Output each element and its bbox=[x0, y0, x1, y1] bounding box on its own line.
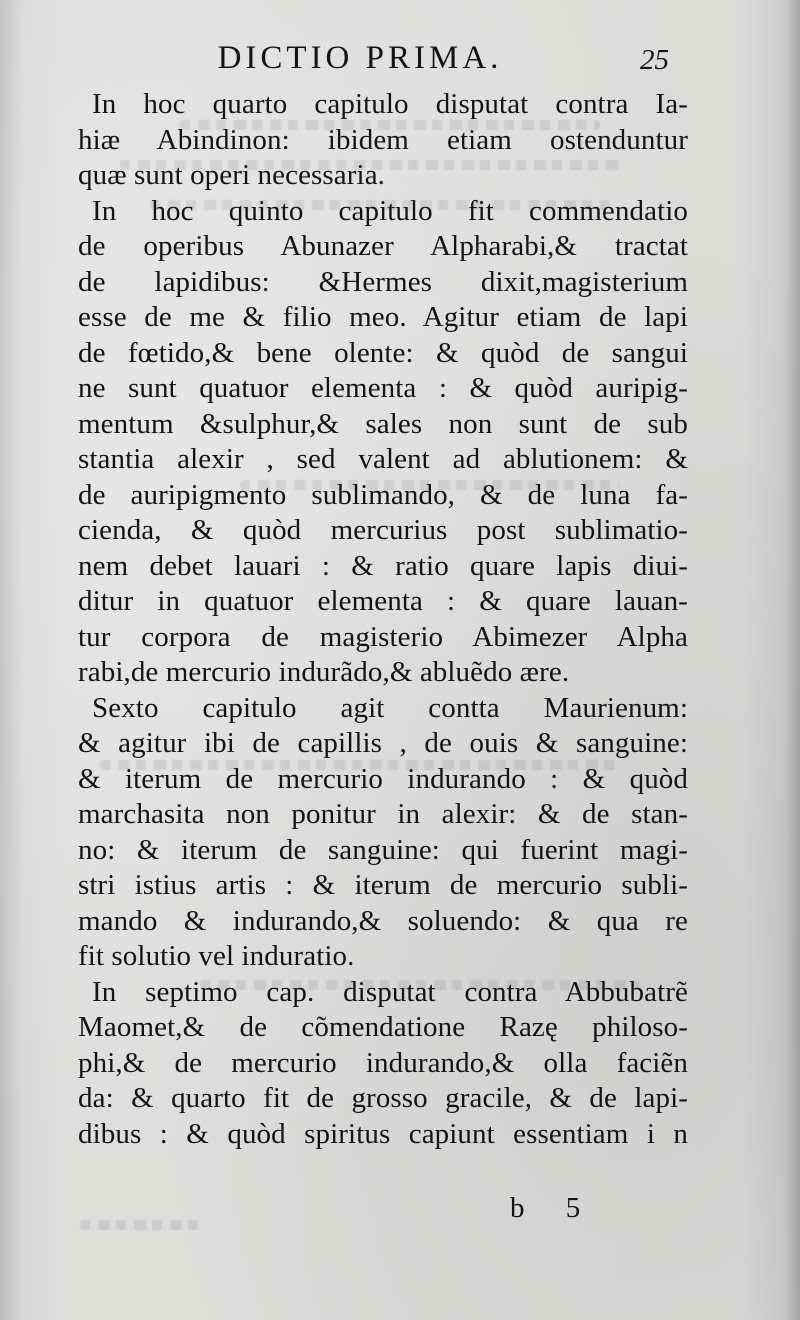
paragraph-chapter-five bbox=[78, 194, 688, 691]
text-line: ne sunt quatuor elementa : & quòd auripig- bbox=[78, 372, 688, 404]
text-line: quæ sunt operi necessaria. bbox=[78, 159, 386, 191]
text-line: nem debet lauari : & ratio quare lapis diui- bbox=[78, 549, 688, 582]
text-line: phi,& de mercurio indurando,& olla faciẽn bbox=[78, 1046, 688, 1079]
text-line: In hoc quinto capitulo fit commendatio bbox=[92, 194, 688, 227]
text-line: mentum &sulphur,& sales non sunt de sub bbox=[78, 407, 688, 440]
text-line: stantia alexir , sed valent ad ablutionem: & bbox=[78, 443, 688, 475]
text-line: esse de me & filio meo. Agitur etiam de lapi bbox=[78, 301, 688, 333]
text-line: de auripigmento sublimando, & de luna fa- bbox=[78, 478, 688, 511]
text-line: & agitur ibi de capillis , de ouis & sanguine: bbox=[78, 727, 688, 759]
text-line: de lapidibus: &Hermes dixit,magisterium bbox=[78, 265, 688, 298]
text-line: stri istius artis : & iterum de mercurio subli- bbox=[78, 869, 688, 901]
paragraph-chapter-seven bbox=[78, 975, 688, 1153]
text-line: ditur in quatuor elementa : & quare lauan- bbox=[78, 585, 688, 617]
text-line: rabi,de mercurio indurãdo,& abluẽdo ære. bbox=[78, 656, 570, 688]
text-line: In hoc quarto capitulo disputat contra Ia- bbox=[92, 88, 688, 120]
text-line: da: & quarto fit de grosso gracile, & de lapi- bbox=[78, 1082, 688, 1114]
text-block bbox=[78, 87, 688, 1152]
text-line: no: & iterum de sanguine: qui fuerint magi- bbox=[78, 833, 688, 866]
text-line: In septimo cap. disputat contra Abbubatrẽ bbox=[92, 975, 688, 1008]
text-line: Sexto capitulo agit contta Maurienum: bbox=[92, 691, 688, 724]
text-line: cienda, & quòd mercurius post sublimatio- bbox=[78, 514, 688, 546]
running-title: DICTIO PRIMA. bbox=[217, 40, 503, 76]
text-line: tur corpora de magisterio Abimezer Alpha bbox=[78, 620, 688, 653]
page-number: 25 bbox=[640, 44, 669, 76]
text-line: de operibus Abunazer Alpharabi,& tractat bbox=[78, 230, 688, 262]
text-line: Maomet,& de cõmendatione Razę philoso- bbox=[78, 1011, 688, 1043]
paragraph-chapter-four bbox=[78, 87, 688, 194]
text-line: mando & indurando,& soluendo: & qua re bbox=[78, 904, 688, 937]
text-line: & iterum de mercurio indurando : & quòd bbox=[78, 762, 688, 795]
text-line: dibus : & quòd spiritus capiunt essentiam i n bbox=[78, 1117, 688, 1150]
page-edge-shadow bbox=[786, 0, 800, 1320]
text-line: hiæ Abindinon: ibidem etiam ostenduntur bbox=[78, 123, 688, 156]
paragraph-chapter-six bbox=[78, 691, 688, 975]
text-line: de fœtido,& bene olente: & quòd de sangui bbox=[78, 336, 688, 369]
text-line: fit solutio vel induratio. bbox=[78, 940, 355, 972]
signature-mark: b 5 bbox=[510, 1192, 581, 1224]
text-line: marchasita non ponitur in alexir: & de stan- bbox=[78, 798, 688, 830]
